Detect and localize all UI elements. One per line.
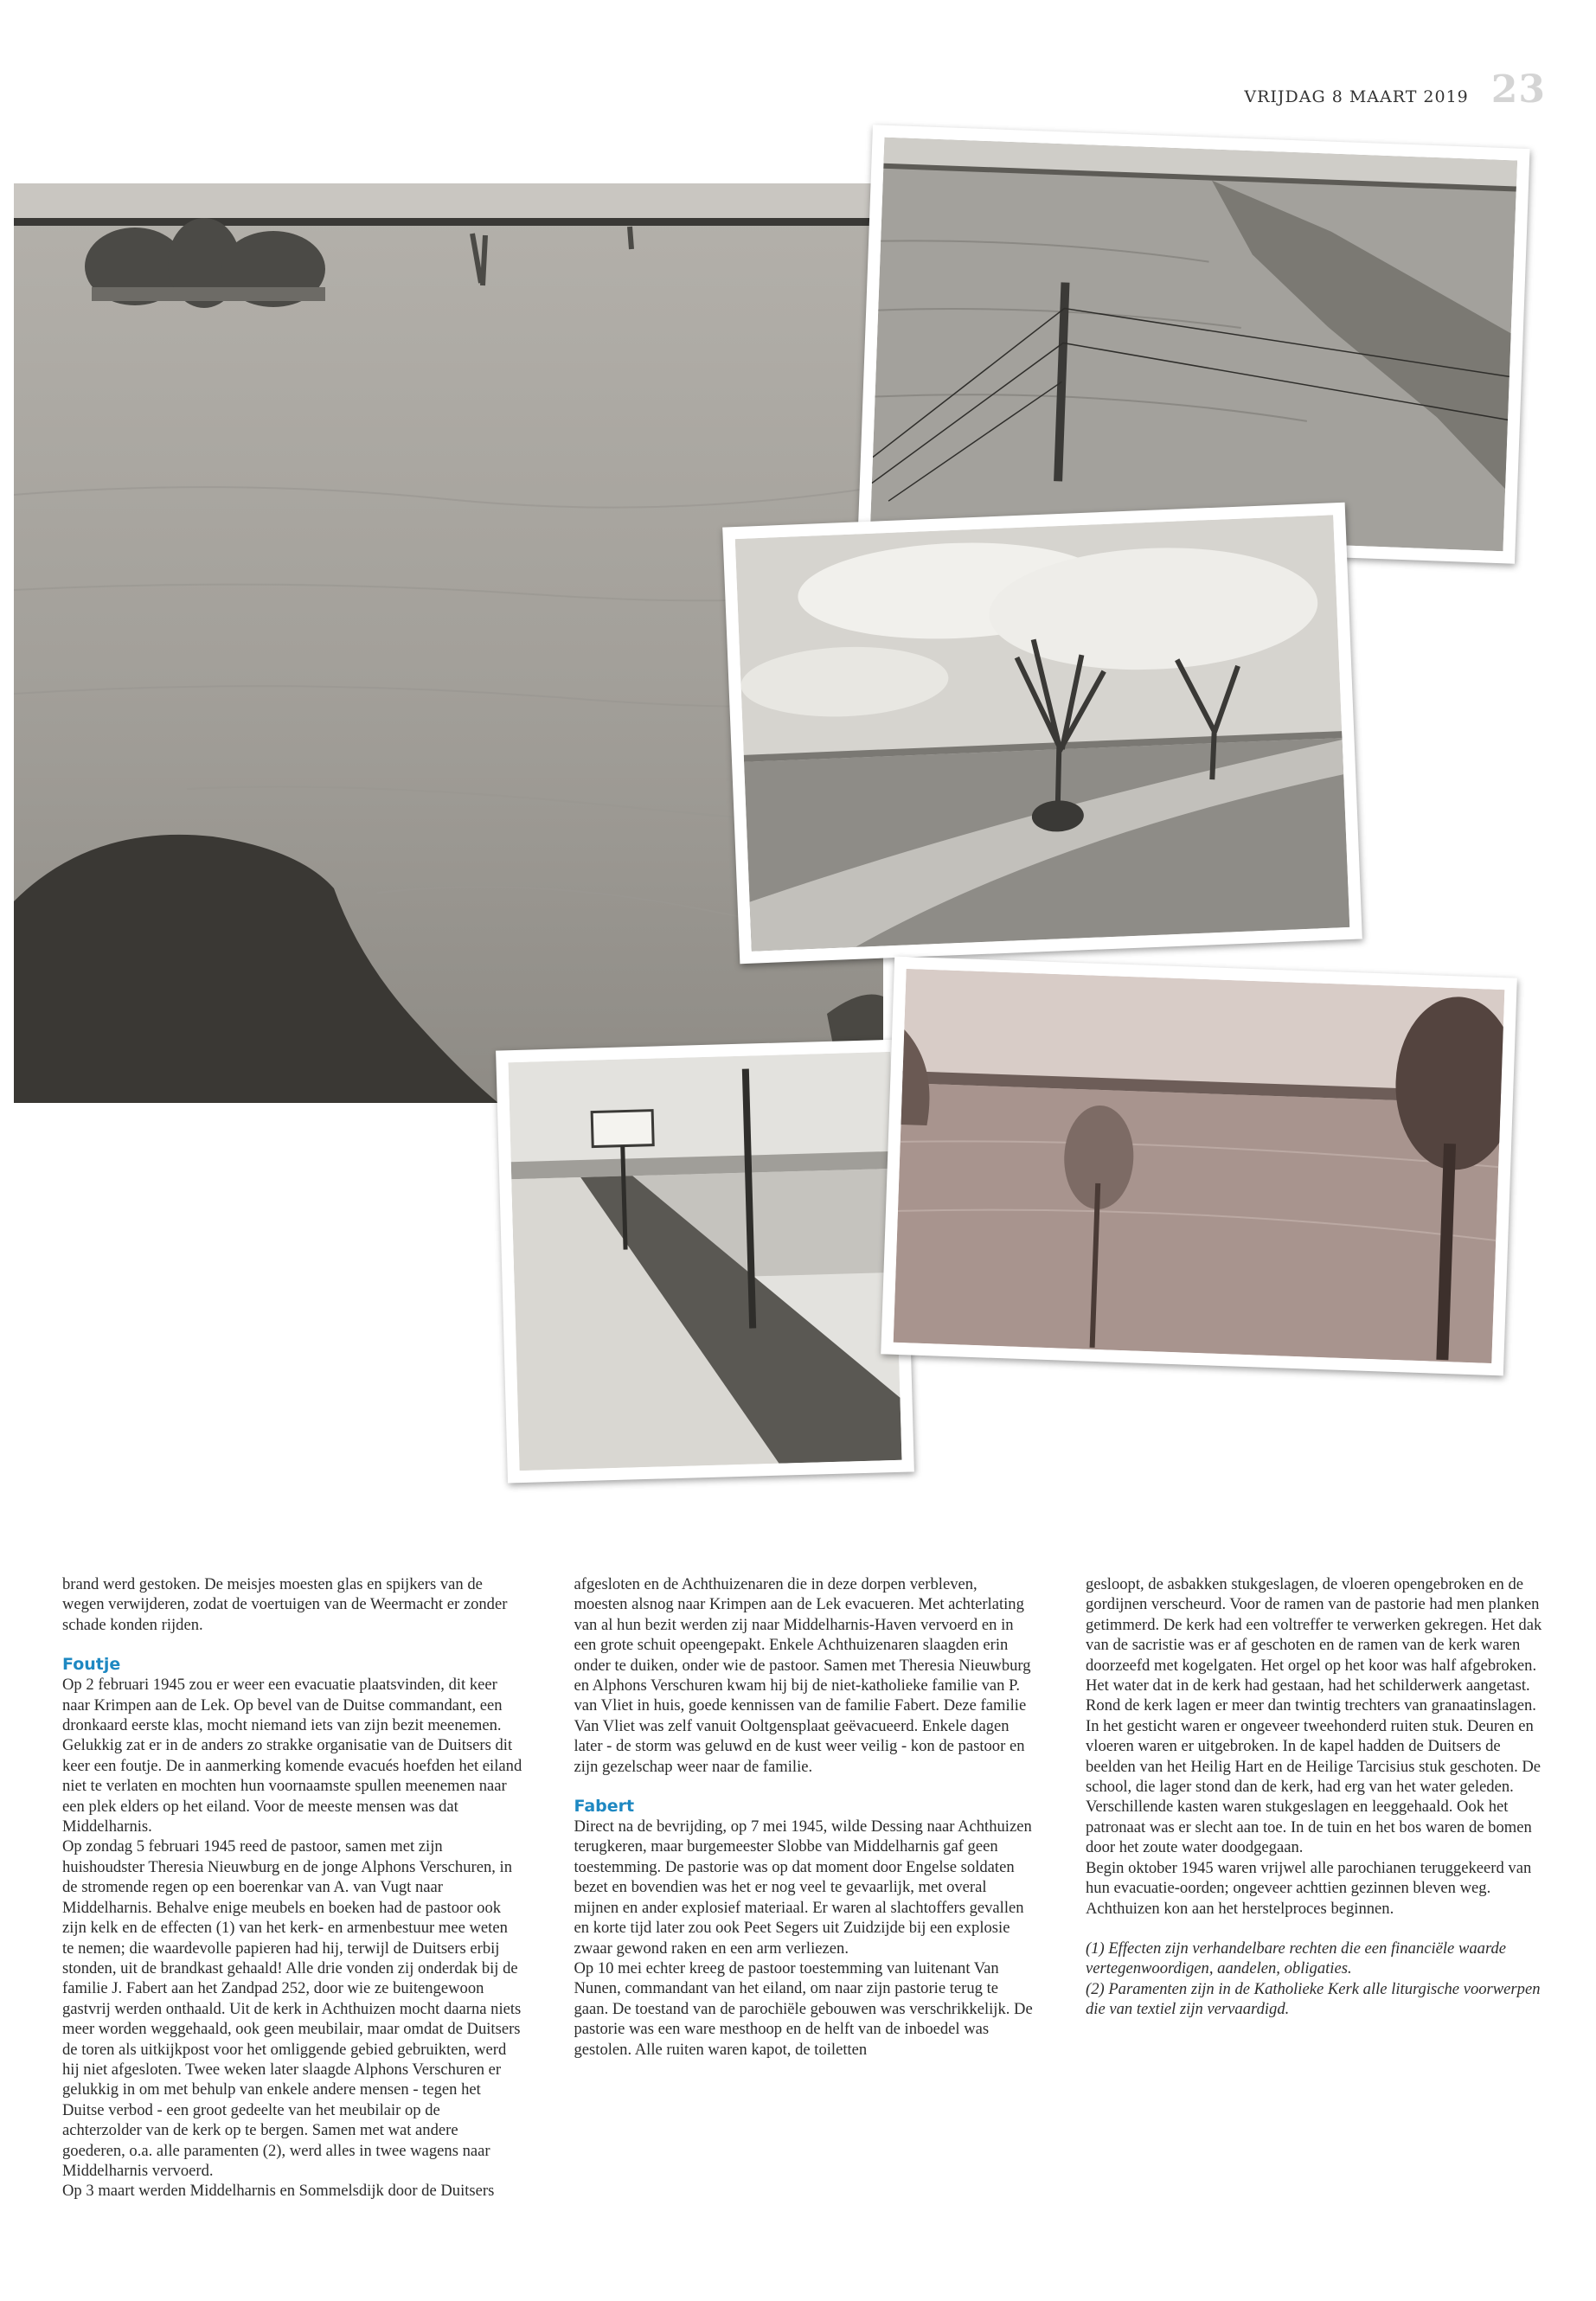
page-header [1244,67,1546,112]
subheading-foutje: Foutje [62,1655,121,1675]
paragraph: Op 3 maart werden Middelharnis en Sommelsdijk door de Duitsers [62,2182,495,2201]
pollard-willows-on-dyke-photo [722,503,1362,964]
article-column-2 [574,1574,1035,2202]
paragraph: Direct na de bevrijding, op 7 mei 1945, wilde Dessing naar Achthuizen terugkeren, maar burgemeester Slobbe van Middelharnis gaf geen toestemming. De pastorie was op dat moment door Engelse soldaten bezet en bovendien was het er nog veel te gevaarlijk, met overal mijnen en ander explosief materiaal. Er waren al slachtoffers gevallen en korte tijd later zou ook Peet Segers uit Zuidzijde bij een explosie zwaar gewond raken en een arm verliezen. [574,1817,1032,1958]
paragraph: afgesloten en de Achthuizenaren die in deze dorpen verbleven, moesten alsnog naar Krimpen aan de Lek evacueren. Met achterlating van al hun bezit werden zij naar Middelharnis-Haven vervoerd en in een grote schuit opeengepakt. Enkele Achthuizenaren slaagden erin onder te duiken, onder wie de pastoor. Samen met Theresia Nieuwburg en Alphons Verschuren kwam hij bij de niet-katholieke familie van P. van Vliet in huis, goede kennissen van de familie Fabert. Deze familie Van Vliet was zelf vanuit Ooltgensplaat geëvacueerd. Enkele dagen later - de storm was geluwd en de kust weer veilig - kon de pastoor en zijn gezelschap weer naar de familie. [574,1575,1031,1776]
paragraph: Op 2 februari 1945 zou er weer een evacuatie plaatsvinden, dit keer naar Krimpen aan de Lek. Op bevel van de Duitse commandant, een dronkaard eerste klas, mocht niemand iets van zijn bezit meenemen. Gelukkig zat er in de anders zo strakke organisatie van de Duitsers dit keer een foutje. De in aanmerking komende evacués hoefden het eiland niet te verlaten en mochten hun voornaamste spullen meenemen naar een plek elders op het eiland. Voor de meeste mensen was dat Middelharnis. [62,1676,522,1836]
subheading-fabert: Fabert [574,1797,635,1817]
flooded-land-with-trees-photo [881,957,1517,1376]
paragraph: Op zondag 5 februari 1945 reed de pastoor, samen met zijn huishoudster Theresia Nieuwburg en de jonge Alphons Verschuren, in de stromende regen op een boerenkar van A. van Vugt naar Middelharnis. Behalve enige meubels en boeken had de pastoor ook zijn kelk en de effecten (1) van het kerk- en armenbestuur mee weten te nemen; die waardevolle papieren had hij, terwijl de Duitsers erbij stonden, uit de brandkast gehaald! Alle drie vonden zij onderdak bij de familie J. Fabert aan het Zandpad 252, door wie ze buitengewoon gastvrij werden onthaald. Uit de kerk in Achthuizen mocht daarna niets meer worden weggehaald, ook geen meubilair, maar omdat de Duitsers de toren als uitkijkpost voor het omliggende gebied gebruikten, werd hij niet afgesloten. Twee weken later slaagde Alphons Verschuren er gelukkig in om met behulp van enkele andere mensen - tegen het Duitse verbod - een groot gedeelte van het meubilair op de achterzolder van de kerk op te bergen. Samen met wat andere goederen, o.a. alle paramenten (2), werd alles in twee wagens naar Middelharnis vervoerd. [62,1837,522,2180]
paragraph: Op 10 mei echter kreeg de pastoor toestemming van luitenant Van Nunen, commandant van het eiland, om naar zijn pastorie terug te gaan. De toestand van de parochiële gebouwen was verschrikkelijk. De pastorie was een ware mesthoop en de helft van de inboedel was gestolen. Alle ruiten waren kapot, de toiletten [574,1958,1033,2059]
page-number: 23 [1490,67,1546,112]
flooded-field-with-barbed-wire-fence-photo [857,125,1529,564]
paragraph: brand werd gestoken. De meisjes moesten glas en spijkers van de wegen verwijderen, zodat de voertuigen van de Weermacht er zonder schade konden rijden. [62,1575,508,1634]
article-body [62,1574,1546,2202]
article-column-1 [62,1574,522,2202]
issue-date: VRIJDAG 8 MAART 2019 [1244,87,1469,106]
paragraph: gesloopt, de asbakken stukgeslagen, de vloeren opengebroken en de gordijnen verscheurd. Voor de ramen van de pastorie had men planken getimmerd. De kerk had een voltreffer te verwerken gekregen. Het dak van de sacristie was er af geschoten en de ramen van de kerk waren doorzeefd met kogelgaten. Het orgel op het koor was half afgebroken. Het water dat in de kerk had gestaan, had het schilderwerk aangetast. Rond de kerk lagen er meer dan twintig trechters van granaatinslagen. In het gesticht waren er ongeveer tweehonderd ruiten stuk. Deuren en vloeren waren er uitgebroken. In de kapel hadden de Duitsers de beelden van het Heilig Hart en de Heilige Tarcisius stuk geschoten. De school, die lager stond dan de kerk, had erg van het water geleden. Verschillende kasten waren stukgeslagen en leeggehaald. Ook het patronaat was er slecht aan toe. In de tuin en het bos waren de bomen door het zoute water doodgegaan. [1086,1575,1542,1857]
footnote-2: (2) Paramenten zijn in de Katholieke Kerk alle liturgische voorwerpen die van textiel zijn vervaardigd. [1086,1979,1541,2019]
road-along-flooded-land-with-sign-photo [496,1040,914,1484]
footnote-1: (1) Effecten zijn verhandelbare rechten die een financiële waarde vertegenwoordigen, aandelen, obligaties. [1086,1939,1507,1978]
paragraph: Begin oktober 1945 waren vrijwel alle parochianen teruggekeerd van hun evacuatie-oorden; ongeveer achttien gezinnen bleven weg. Achthuizen kon aan het herstelproces beginnen. [1086,1858,1532,1918]
article-column-3 [1086,1574,1546,2202]
